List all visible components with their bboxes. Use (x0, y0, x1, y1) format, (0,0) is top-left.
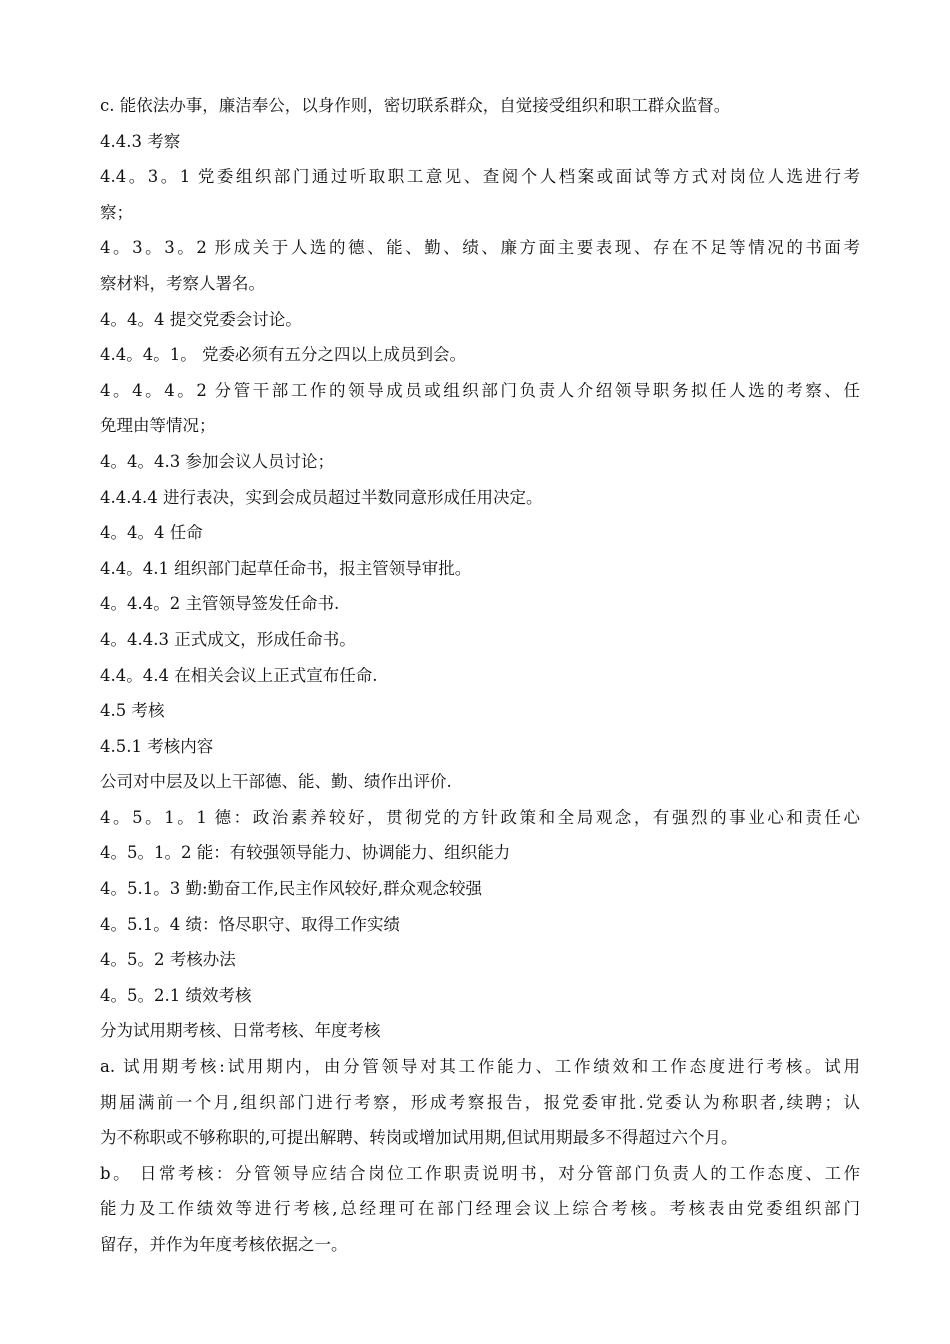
text-line: 4。4。4.3 参加会议人员讨论； (100, 451, 334, 471)
text-line: 4。5。1。1 德：政治素养较好，贯彻党的方针政策和全局观念，有强烈的事业心和责任心 (100, 807, 860, 827)
text-line: 4。5.1。4 绩：恪尽职守、取得工作实绩 (100, 914, 400, 934)
text-line: 4.4。4.4 在相关会议上正式宣布任命. (100, 665, 378, 685)
text-line: 留存，并作为年度考核依据之一。 (100, 1235, 348, 1254)
text-line: 4。4.4.3 正式成文，形成任命书。 (100, 629, 356, 649)
text-line: 4.4。3。1 党委组织部门通过听取职工意见、查阅个人档案或面试等方式对岗位人选进行考 (100, 167, 860, 187)
text-line: 4.5.1 考核内容 (100, 736, 214, 756)
text-line: 4.4.4.4 进行表决，实到会成员超过半数同意形成任用决定。 (100, 487, 543, 507)
text-line: 分为试用期考核、日常考核、年度考核 (100, 1021, 381, 1041)
text-line: 4。5。2.1 绩效考核 (100, 985, 252, 1005)
text-line: 4。4.4。2 主管领导签发任命书. (100, 594, 340, 614)
text-line: 4。5。2 考核办法 (100, 950, 236, 970)
text-line: 公司对中层及以上干部德、能、勤、绩作出评价. (100, 772, 452, 792)
text-line: 4。5.1。3 勤:勤奋工作,民主作风较好,群众观念较强 (100, 879, 483, 899)
text-line: 4。4。4 任命 (100, 523, 203, 543)
document-body (100, 88, 860, 1263)
text-line: 4.4。4。1。 党委必须有五分之四以上成员到会。 (100, 345, 466, 365)
text-line: 4.4。4.1 组织部门起草任命书，报主管领导审批。 (100, 558, 472, 578)
text-line: 4。4。4 提交党委会讨论。 (100, 309, 302, 329)
text-line: 能力及工作绩效等进行考核,总经理可在部门经理会议上综合考核。考核表由党委组织部门 (100, 1199, 860, 1219)
text-line: c. 能依法办事，廉洁奉公，以身作则，密切联系群众，自觉接受组织和职工群众监督。 (100, 96, 731, 115)
text-line: 4.5 考核 (100, 701, 165, 721)
text-line: a. 试用期考核:试用期内，由分管领导对其工作能力、工作绩效和工作态度进行考核。试用 (100, 1057, 860, 1077)
text-line: b。 日常考核：分管领导应结合岗位工作职责说明书，对分管部门负责人的工作态度、工作 (100, 1163, 860, 1183)
text-line: 4。5。1。2 能：有较强领导能力、协调能力、组织能力 (100, 843, 511, 863)
text-line: 4。4。4。2 分管干部工作的领导成员或组织部门负责人介绍领导职务拟任人选的考察、任 (100, 380, 860, 400)
text-line: 为不称职或不够称职的,可提出解聘、转岗或增加试用期,但试用期最多不得超过六个月。 (100, 1128, 738, 1148)
text-line: 察； (100, 202, 133, 222)
text-line: 免理由等情况； (100, 416, 216, 436)
text-line: 4。3。3。2 形成关于人选的德、能、勤、绩、廉方面主要表现、存在不足等情况的书面考 (100, 238, 860, 258)
text-line: 4.4.3 考察 (100, 131, 181, 151)
text-line: 期届满前一个月,组织部门进行考察，形成考察报告，报党委审批.党委认为称职者,续聘；认 (100, 1092, 860, 1112)
text-line: 察材料，考察人署名。 (100, 273, 265, 293)
